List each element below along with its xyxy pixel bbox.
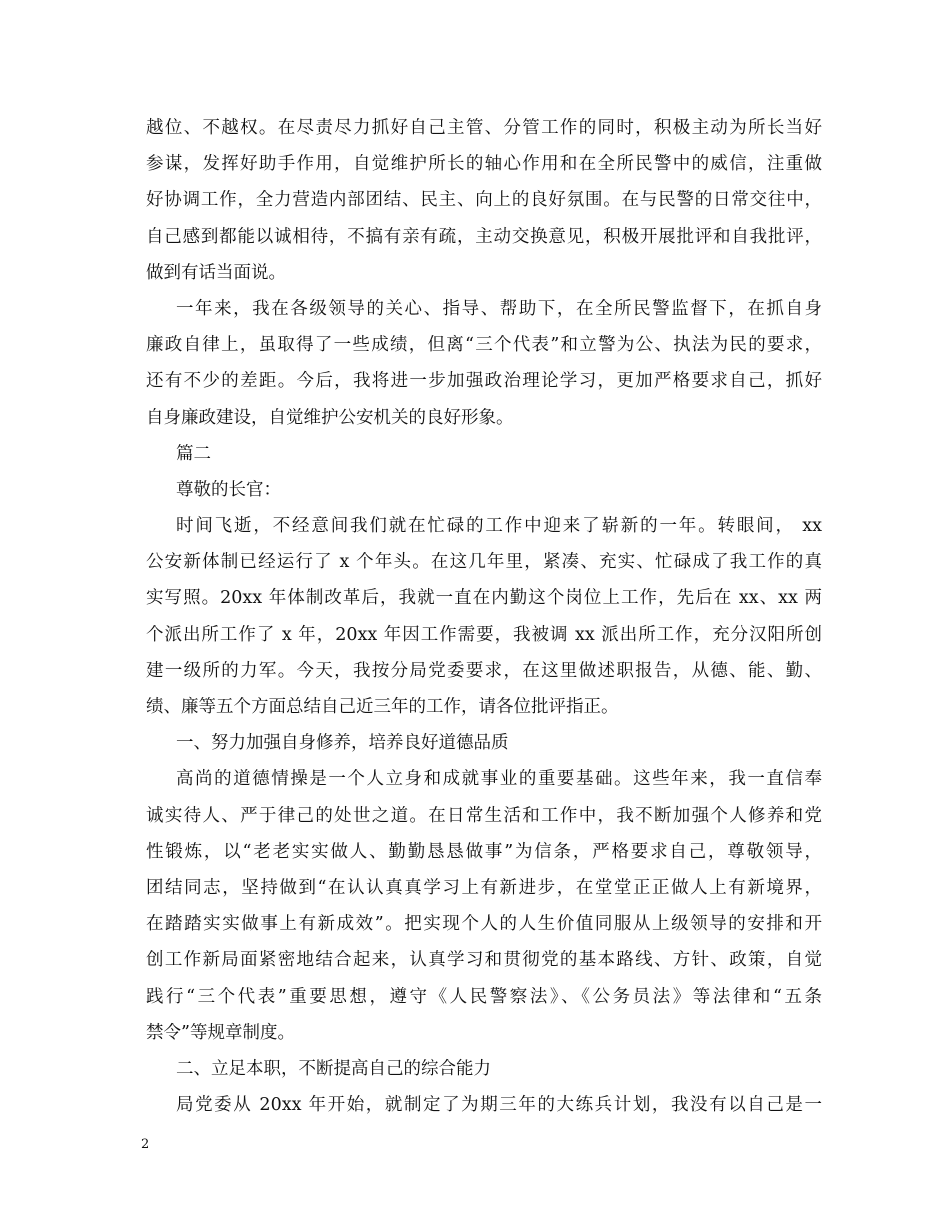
text-line: 二、立足本职，不断提高自己的综合能力 [176, 1058, 491, 1079]
text-line: 自身廉政建设，自觉维护公安机关的良好形象。 [146, 407, 514, 428]
text-line: 尊敬的长官： [176, 479, 281, 500]
text-line: 绩、廉等五个方面总结自己近三年的工作，请各位批评指正。 [146, 697, 619, 717]
text-line: 时间飞逝，不经意间我们就在忙碌的工作中迎来了崭新的一年。转眼间， xx [176, 516, 822, 537]
text-line: 一年来，我在各级领导的关心、指导、帮助下，在全所民警监督下，在抓自身 [176, 298, 822, 319]
text-line: 建一级所的力军。今天，我按分局党委要求，在这里做述职报告，从德、能、勤、 [146, 660, 822, 681]
text-line: 参谋，发挥好助手作用，自觉维护所长的轴心作用和在全所民警中的威信，注重做 [146, 154, 822, 175]
text-line: 禁令”等规章制度。 [146, 1022, 295, 1043]
text-line: 高尚的道德情操是一个人立身和成就事业的重要基础。这些年来，我一直信奉 [176, 769, 822, 790]
text-line: 践行“三个代表”重要思想，遵守《人民警察法》、《公务员法》等法律和“五条 [146, 986, 822, 1007]
text-line: 一、努力加强自身修养，培养良好道德品质 [176, 733, 509, 754]
text-line: 公安新体制已经运行了 x 个年头。在这几年里，紧凑、充实、忙碌成了我工作的真 [146, 552, 822, 573]
text-line: 越位、不越权。在尽责尽力抓好自己主管、分管工作的同时，积极主动为所长当好 [146, 118, 822, 138]
text-line: 做到有话当面说。 [146, 262, 286, 283]
text-line: 诚实待人、严于律己的处世之道。在日常生活和工作中，我不断加强个人修养和党 [146, 805, 822, 826]
text-line: 好协调工作，全力营造内部团结、民主、向上的良好氛围。在与民警的日常交往中， [146, 190, 822, 211]
text-line: 个派出所工作了 x 年，20xx 年因工作需要，我被调 xx 派出所工作，充分汉阳所创 [146, 624, 822, 645]
text-line: 性锻炼，以“老老实实做人、勤勤恳恳做事”为信条，严格要求自己，尊敬领导， [146, 841, 822, 862]
text-line: 自己感到都能以诚相待，不搞有亲有疏，主动交换意见，积极开展批评和自我批评， [146, 226, 822, 247]
text-line: 局党委从 20xx 年开始，就制定了为期三年的大练兵计划，我没有以自己是一 [176, 1095, 822, 1116]
text-line: 在踏踏实实做事上有新成效”。把实现个人的人生价值同服从上级领导的安排和开 [146, 914, 822, 935]
text-line: 篇二 [176, 443, 211, 464]
text-line: 实写照。20xx 年体制改革后，我就一直在内勤这个岗位上工作，先后在 xx、xx 两 [146, 588, 822, 609]
page-number: 2 [141, 1137, 150, 1152]
text-line: 创工作新局面紧密地结合起来，认真学习和贯彻党的基本路线、方针、政策，自觉 [146, 950, 822, 971]
body-text [146, 110, 822, 1123]
text-line: 团结同志，坚持做到“在认认真真学习上有新进步，在堂堂正正做人上有新境界， [146, 877, 822, 898]
text-line: 还有不少的差距。今后，我将进一步加强政治理论学习，更加严格要求自己，抓好 [146, 371, 822, 392]
text-line: 廉政自律上，虽取得了一些成绩，但离“三个代表”和立警为公、执法为民的要求， [146, 335, 822, 356]
